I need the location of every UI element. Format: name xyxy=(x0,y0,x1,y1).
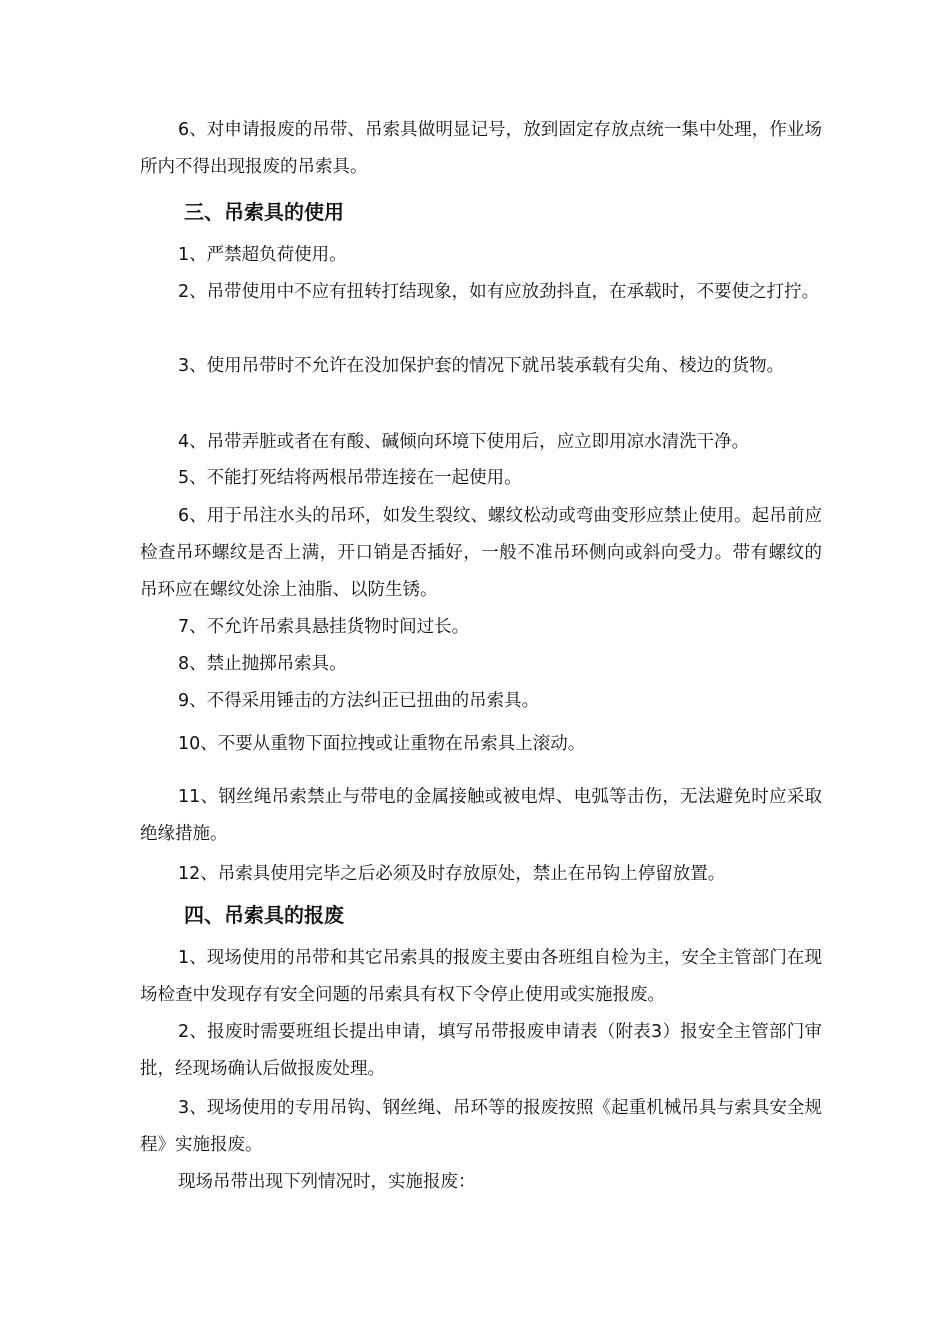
paragraph-usage-10: 10、不要从重物下面拉拽或让重物在吊索具上滚动。 xyxy=(178,734,586,754)
paragraph-scrap-3: 3、现场使用的专用吊钩、钢丝绳、吊环等的报废按照《起重机械吊具与索具安全规程》实施报废。 xyxy=(140,1098,822,1155)
paragraph-dispose-marking: 6、对申请报废的吊带、吊索具做明显记号，放到固定存放点统一集中处理，作业场所内不得出现报废的吊索具。 xyxy=(140,120,822,177)
paragraph-usage-8: 8、禁止抛掷吊索具。 xyxy=(178,654,347,674)
paragraph-usage-5: 5、不能打死结将两根吊带连接在一起使用。 xyxy=(178,468,522,488)
paragraph-usage-3: 3、使用吊带时不允许在没加保护套的情况下就吊装承载有尖角、棱边的货物。 xyxy=(178,356,785,376)
paragraph-usage-6: 6、用于吊注水头的吊环，如发生裂纹、螺纹松动或弯曲变形应禁止使用。起吊前应检查吊环螺纹是否上满，开口销是否插好，一般不准吊环侧向或斜向受力。带有螺纹的吊环应在螺纹处涂上油脂、以防生锈。 xyxy=(140,506,822,600)
section-heading-usage: 三、吊索具的使用 xyxy=(184,200,344,224)
paragraph-scrap-1: 1、现场使用的吊带和其它吊索具的报废主要由各班组自检为主，安全主管部门在现场检查中发现存有安全问题的吊索具有权下令停止使用或实施报废。 xyxy=(140,948,822,1005)
paragraph-usage-11: 11、钢丝绳吊索禁止与带电的金属接触或被电焊、电弧等击伤，无法避免时应采取绝缘措施。 xyxy=(140,787,822,844)
paragraph-usage-2: 2、吊带使用中不应有扭转打结现象，如有应放劲抖直，在承载时，不要使之打拧。 xyxy=(178,282,820,302)
paragraph-usage-4: 4、吊带弄脏或者在有酸、碱倾向环境下使用后，应立即用凉水清洗干净。 xyxy=(178,432,750,452)
paragraph-scrap-2: 2、报废时需要班组长提出申请，填写吊带报废申请表（附表3）报安全主管部门审批，经现场确认后做报废处理。 xyxy=(140,1022,822,1079)
paragraph-usage-9: 9、不得采用锤击的方法纠正已扭曲的吊索具。 xyxy=(178,691,540,711)
paragraph-scrap-intro: 现场吊带出现下列情况时，实施报废： xyxy=(178,1172,476,1192)
paragraph-usage-7: 7、不允许吊索具悬挂货物时间过长。 xyxy=(178,617,470,637)
paragraph-usage-12: 12、吊索具使用完毕之后必须及时存放原处，禁止在吊钩上停留放置。 xyxy=(178,864,726,884)
section-heading-scrap: 四、吊索具的报废 xyxy=(184,903,344,927)
paragraph-usage-1: 1、严禁超负荷使用。 xyxy=(178,245,347,265)
